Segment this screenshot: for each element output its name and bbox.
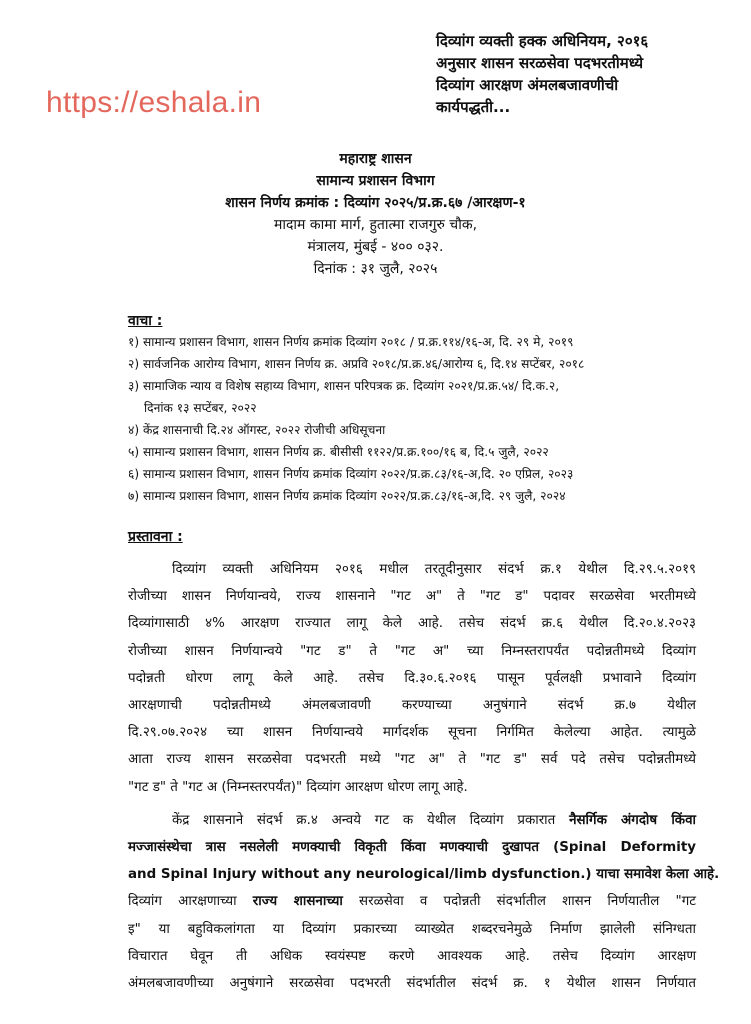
references-list [128,331,718,507]
paragraph-line [128,807,696,834]
reference-item: ३) सामाजिक न्याय व विशेष सहाय्य विभाग, शासन परिपत्रक क्र. दिव्यांग २०२१/प्र.क्र.५४/ दि.क.२, [128,379,560,393]
paragraph-line: इ" या बहुविकलांगता या दिव्यांग प्रकारच्या व्याख्येत शब्दरचनेमुळे निर्माण झालेली संनिग्धता [128,921,696,937]
subject-line: कार्यपद्धती... [436,98,511,116]
reference-item: ४) केंद्र शासनाची दि.२४ ऑगस्ट, २०२२ रोजीची अधिसूचना [128,423,386,437]
text-run-bold: and Spinal Injury without any neurological/limb dysfunction.) [128,867,592,883]
paragraph-line: रोजीच्या शासन निर्णयान्वये, राज्य शासनाने "गट अ" ते "गट ड" पदावर सरळसेवा भरतीमध्ये [128,589,696,605]
paragraph-line: दिव्यांगासाठी ४% आरक्षण राज्यात लागू केले आहे. तसेच संदर्भ क्र.६ येथील दि.२०.४.२०२३ [128,616,696,632]
reference-item: २) सार्वजनिक आरोग्य विभाग, शासन निर्णय क्र. अप्रवि २०१८/प्र.क्र.४६/आरोग्य ६, दि.१४ सप्टेंबर, २०१८ [128,357,585,371]
reference-item-continuation: दिनांक १३ सप्टेंबर, २०२२ [144,401,257,415]
reference-item: १) सामान्य प्रशासन विभाग, शासन निर्णय क्रमांक दिव्यांग २०१८ / प्र.क्र.११४/१६-अ, दि. २९ मे, २०१९ [128,335,574,349]
paragraph-line: पदोन्नती धोरण लागू केले आहे. तसेच दि.३०.६.२०१६ पासून पूर्वलक्षी प्रभावाने दिव्यांग [128,670,697,686]
text-run: सरळसेवा व पदोन्नती संदर्भातील शासन निर्णयातील "गट [359,894,696,910]
paragraph-line: दि.२९.०७.२०२४ च्या शासन निर्णयान्वये मार्गदर्शक सूचना निर्गमित केलेल्या आहेत. त्यामुळे [128,725,696,741]
text-run-bold: मज्जासंस्थेचा त्रास नसलेली मणक्याची विकृती किंवा मणक्याची दुखापत [128,840,539,856]
gr-number: शासन निर्णय क्रमांक : दिव्यांग २०२५/प्र.क्र.६७ /आरक्षण-१ [225,195,526,211]
paragraph-line: आता राज्य शासन सरळसेवा पदभरती मध्ये "गट अ" ते "गट ड" सर्व पदे तसेच पदोन्नतीमध्ये [128,752,696,768]
paragraph-line: रोजीच्या शासन निर्णयान्वये "गट ड" ते "गट अ" च्या निम्नस्तरापर्यंत पदोन्नतीमध्ये दिव्यांग [128,643,696,659]
letterhead [0,148,751,280]
subject-line: दिव्यांग आरक्षण अंमलबजावणीची [436,76,619,94]
paragraph-line: आरक्षणाची पदोन्नतीमध्ये अंमलबजावणी करण्याच्या अनुषंगाने संदर्भ क्र.७ येथील [128,698,696,714]
address-line-2: मंत्रालय, मुंबई - ४०० ०३२. [307,239,444,255]
reference-item: ७) सामान्य प्रशासन विभाग, शासन निर्णय क्रमांक दिव्यांग २०२२/प्र.क्र.८३/१६-अ,दि. २९ जुलै, २०२४ [128,489,566,503]
text-run-bold: नैसर्गिक अंगदोष किंवा [569,812,696,828]
paragraph-line [128,888,696,915]
text-run-bold: याचा समावेश केला आहे. [596,867,720,883]
subject-line: दिव्यांग व्यक्ती हक्क अधिनियम, २०१६ [436,32,649,50]
reference-item: ६) सामान्य प्रशासन विभाग, शासन निर्णय क्रमांक दिव्यांग २०२२/प्र.क्र.८३/१६-अ,दि. २० एप्रिल, २०२३ [128,467,574,481]
text-run-bold: राज्य शासनाच्या [252,894,343,910]
preamble-body [128,556,720,997]
reference-item: ५) सामान्य प्रशासन विभाग, शासन निर्णय क्र. बीसीसी ११२२/प्र.क्र.१००/१६ ब, दि.५ जुलै, २०२२ [128,445,549,459]
paragraph-line [128,834,696,861]
paragraph-line: अंमलबजावणीच्या अनुषंगाने सरळसेवा पदभरती संदर्भातील संदर्भ क्र. १ येथील शासन निर्णयात [128,976,696,992]
text-run: केंद्र शासनाने संदर्भ क्र.४ अन्वये गट क येथील दिव्यांग प्रकारात [172,812,556,828]
references-heading: वाचा : [128,313,163,329]
paragraph-line: "गट ड" ते "गट अ (निम्नस्तरपर्यंत)" दिव्यांग आरक्षण धोरण लागू आहे. [128,779,468,795]
department-name: सामान्य प्रशासन विभाग [316,173,435,189]
paragraph-line [128,861,720,888]
text-run: दिव्यांग आरक्षणाच्या [128,894,237,910]
watermark-url: https://eshala.in [46,86,262,119]
government-name: महाराष्ट्र शासन [339,151,412,167]
paragraph-line: दिव्यांग व्यक्ती अधिनियम २०१६ मधील तरतूदीनुसार संदर्भ क्र.१ येथील दि.२९.५.२०१९ [172,562,696,577]
issue-date: दिनांक : ३१ जुलै, २०२५ [313,261,438,277]
address-line-1: मादाम कामा मार्ग, हुतात्मा राजगुरु चौक, [273,217,478,233]
preamble-heading: प्रस्तावना : [128,529,183,545]
subject-block [436,30,698,118]
paragraph-line: विचारात घेवून ती अधिक स्वयंस्पष्ट करणे आवश्यक आहे. तसेच दिव्यांग आरक्षण [128,948,696,964]
subject-line: अनुसार शासन सरळसेवा पदभरतीमध्ये [436,54,644,72]
text-run-bold: (Spinal Deformity [553,840,696,856]
